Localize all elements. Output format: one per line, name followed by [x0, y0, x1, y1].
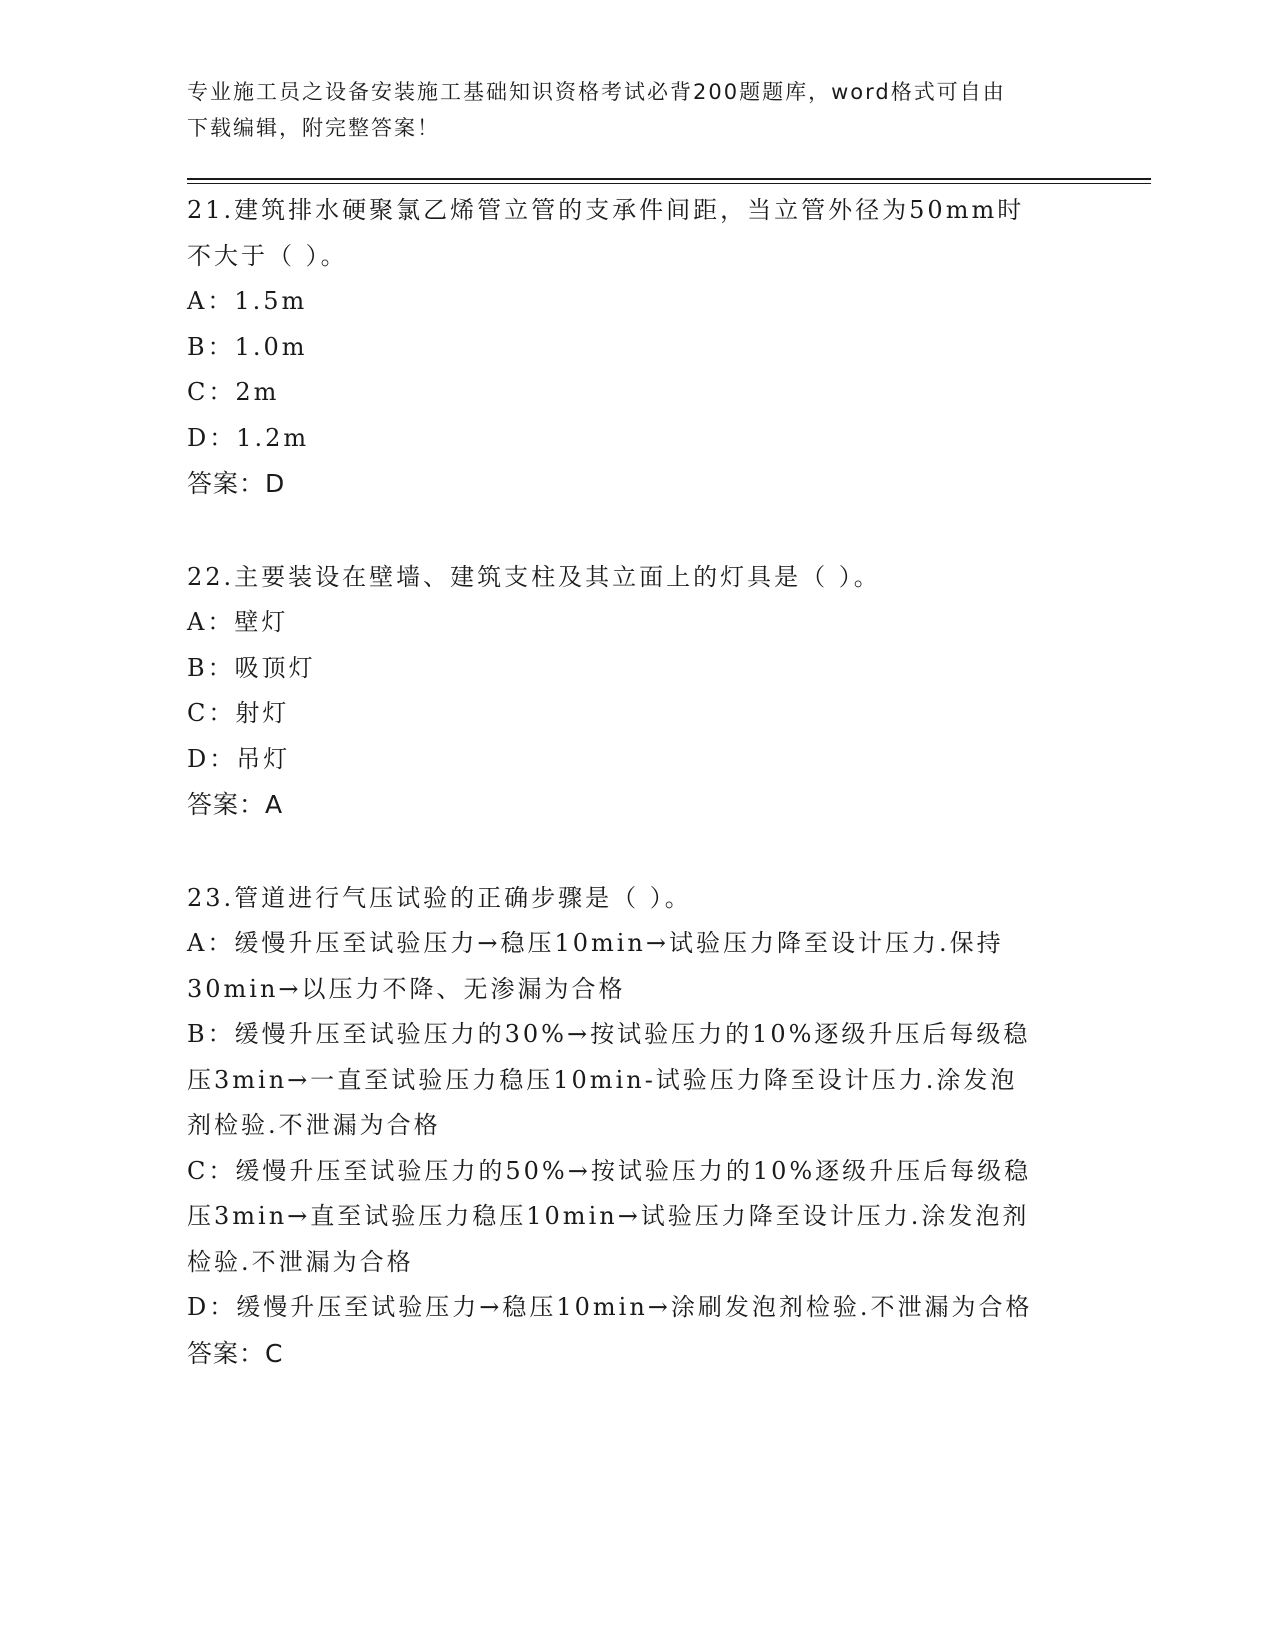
option-b: B：缓慢升压至试验压力的30%→按试验压力的10%逐级升压后每级稳 — [187, 1020, 1031, 1048]
answer-line: 答案：A — [187, 790, 284, 819]
question-stem-line: 21.建筑排水硬聚氯乙烯管立管的支承件间距，当立管外径为50mm时 — [187, 196, 1025, 224]
option-c: C：射灯 — [187, 699, 290, 727]
option-d: D：吊灯 — [187, 744, 291, 773]
option-a-continued: 30min→以压力不降、无渗漏为合格 — [187, 974, 626, 1003]
option-d: D：1.2m — [187, 423, 310, 452]
option-a: A：壁灯 — [187, 608, 289, 636]
option-a: A：缓慢升压至试验压力→稳压10min→试验压力降至设计压力.保持 — [187, 929, 1004, 957]
option-c: C：缓慢升压至试验压力的50%→按试验压力的10%逐级升压后每级稳 — [187, 1156, 1032, 1185]
answer-line: 答案：D — [187, 469, 286, 498]
answer-line: 答案：C — [187, 1338, 284, 1368]
option-a: A：1.5m — [187, 287, 308, 315]
document-header — [187, 74, 1067, 146]
question-stem-line: 22.主要装设在壁墙、建筑支柱及其立面上的灯具是（ ）。 — [187, 562, 881, 591]
question-22 — [187, 555, 1087, 828]
option-b-continued: 剂检验.不泄漏为合格 — [187, 1111, 441, 1139]
header-divider-thick — [187, 178, 1151, 180]
header-line-1: 专业施工员之设备安装施工基础知识资格考试必背200题题库，word格式可自由 — [187, 80, 1006, 104]
option-b: B：吸顶灯 — [187, 653, 316, 682]
question-23 — [187, 876, 1087, 1377]
header-line-2: 下载编辑，附完整答案！ — [187, 116, 440, 140]
option-c-continued: 压3min→直至试验压力稳压10min→试验压力降至设计压力.涂发泡剂 — [187, 1202, 1030, 1230]
option-c: C：2m — [187, 378, 280, 406]
option-d: D：缓慢升压至试验压力→稳压10min→涂刷发泡剂检验.不泄漏为合格 — [187, 1293, 1033, 1321]
question-stem-line: 23.管道进行气压试验的正确步骤是（ ）。 — [187, 883, 692, 912]
option-c-continued: 检验.不泄漏为合格 — [187, 1247, 414, 1276]
question-list — [187, 188, 1087, 1424]
question-stem-line: 不大于（ ）。 — [187, 241, 348, 270]
question-21 — [187, 188, 1087, 507]
header-divider-thin — [187, 183, 1151, 184]
option-b-continued: 压3min→一直至试验压力稳压10min-试验压力降至设计压力.涂发泡 — [187, 1065, 1018, 1094]
option-b: B：1.0m — [187, 332, 308, 361]
